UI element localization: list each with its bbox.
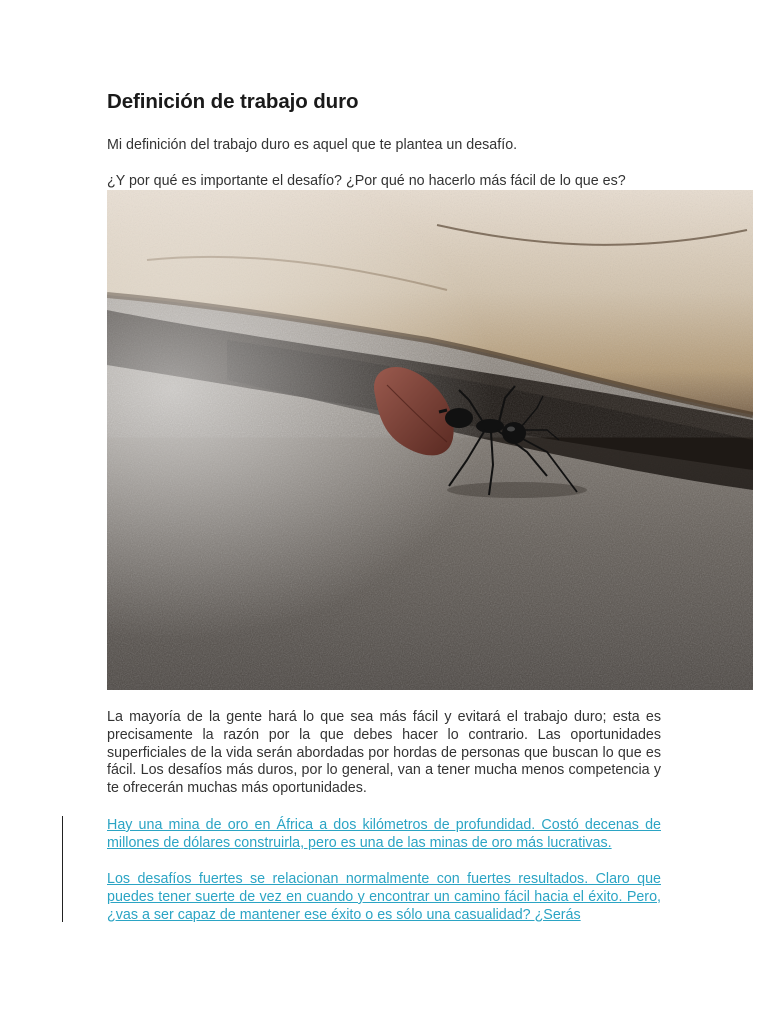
link-strong-challenges[interactable]: Los desafíos fuertes se relacionan normalmente con fuertes resultados. Claro que puedes tener suerte de vez en cuando y encontrar un camino fácil hacia el éxito. Pero, ¿vas a ser capaz de mantener ese éxito o es sólo una casualidad? ¿Serás	[107, 871, 661, 923]
paragraph-definition: Mi definición del trabajo duro es aquel que te plantea un desafío.	[107, 137, 518, 153]
page-title: Definición de trabajo duro	[107, 90, 359, 113]
paragraph-question: ¿Y por qué es importante el desafío? ¿Por qué no hacerlo más fácil de lo que es?	[107, 173, 626, 189]
link-gold-mine[interactable]: Hay una mina de oro en África a dos kilómetros de profundidad. Costó decenas de millones de dólares construirla, pero es una de las minas de oro más lucrativas.	[107, 817, 661, 851]
ant-carrying-leaf-photo	[107, 190, 753, 690]
paragraph-majority: La mayoría de la gente hará lo que sea más fácil y evitará el trabajo duro; esta es precisamente la razón por la que debes hacer lo contrario. Las oportunidades superficiales de la vida serán abordadas por hordas de personas que buscan lo que es fácil. Los desafíos más duros, por lo general, van a tener mucha menos competencia y te ofrecerán muchas más oportunidades.	[107, 709, 661, 797]
margin-change-bar	[62, 816, 63, 922]
